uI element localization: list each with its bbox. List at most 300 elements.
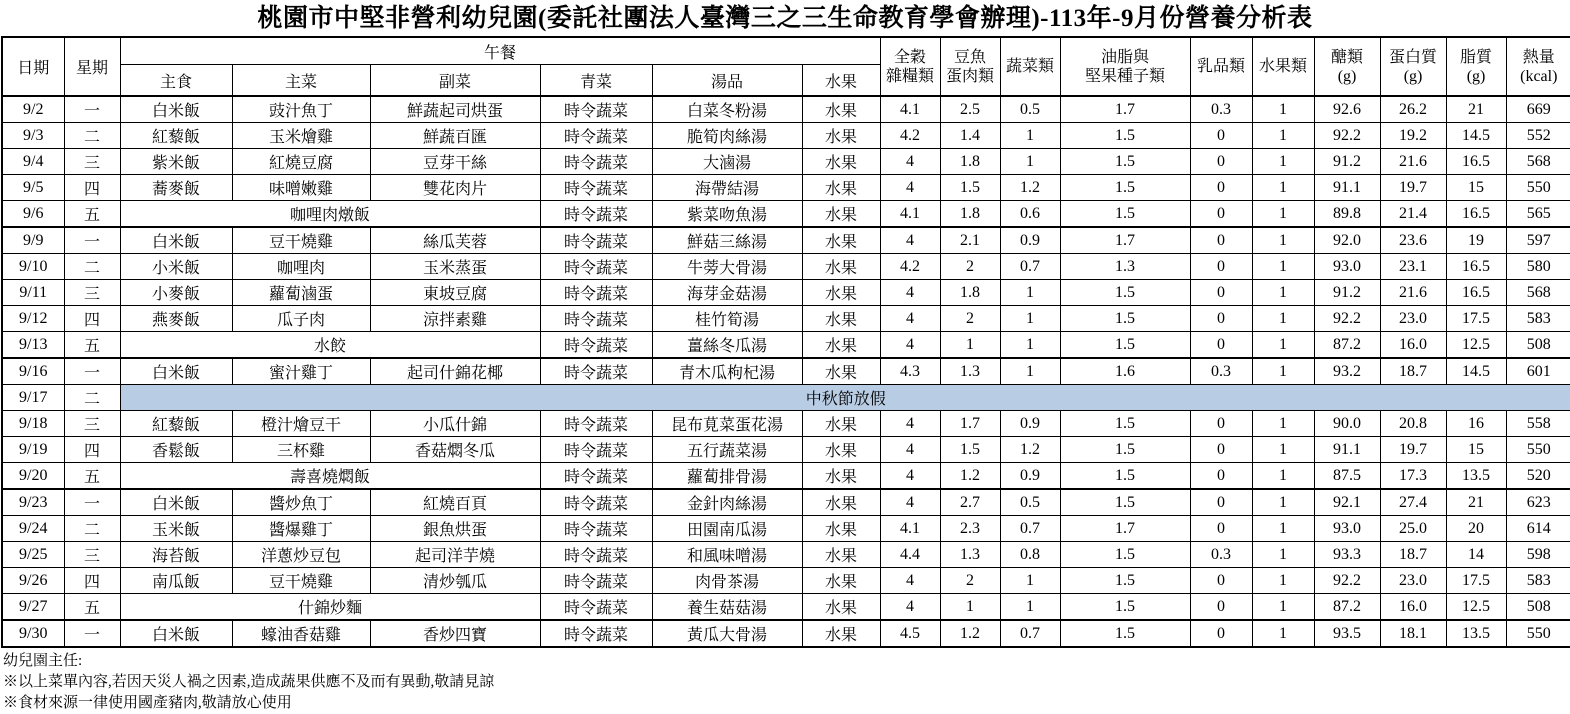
staple-cell: 白米飯 [120, 358, 232, 385]
weekday-cell: 二 [64, 385, 120, 411]
fruit-cell: 水果 [802, 280, 880, 306]
value-cell: 0 [1190, 437, 1252, 463]
value-cell: 14.5 [1446, 358, 1506, 385]
table-body [2, 96, 1570, 647]
value-cell: 1 [1252, 594, 1314, 621]
header-carbs-g: 醣類 (g) [1314, 37, 1380, 96]
value-cell: 0.3 [1190, 96, 1252, 123]
value-cell: 1 [1000, 594, 1060, 621]
value-cell: 1 [1000, 306, 1060, 332]
table-row [2, 568, 1570, 594]
weekday-cell: 二 [64, 254, 120, 280]
table-row [2, 280, 1570, 306]
soup-cell: 昆布莧菜蛋花湯 [652, 411, 802, 437]
value-cell: 16 [1446, 411, 1506, 437]
table-row [2, 332, 1570, 359]
value-cell: 87.2 [1314, 332, 1380, 359]
main-dish-cell: 蘿蔔滷蛋 [232, 280, 370, 306]
value-cell: 89.8 [1314, 201, 1380, 228]
value-cell: 1 [1252, 463, 1314, 490]
soup-cell: 牛蒡大骨湯 [652, 254, 802, 280]
header-dairy: 乳品類 [1190, 37, 1252, 96]
greens-cell: 時令蔬菜 [540, 306, 652, 332]
value-cell: 16.5 [1446, 201, 1506, 228]
main-dish-cell: 豉汁魚丁 [232, 96, 370, 123]
greens-cell: 時令蔬菜 [540, 620, 652, 647]
value-cell: 1.2 [1000, 175, 1060, 201]
value-cell: 19 [1446, 227, 1506, 254]
header-side-dish: 副菜 [370, 65, 540, 97]
value-cell: 550 [1506, 620, 1570, 647]
date-cell: 9/23 [2, 489, 64, 516]
side-dish-cell: 起司洋芋燒 [370, 542, 540, 568]
date-cell: 9/30 [2, 620, 64, 647]
soup-cell: 薑絲冬瓜湯 [652, 332, 802, 359]
value-cell: 1 [1000, 149, 1060, 175]
value-cell: 4.1 [880, 516, 940, 542]
value-cell: 0 [1190, 227, 1252, 254]
value-cell: 2 [940, 306, 1000, 332]
soup-cell: 肉骨茶湯 [652, 568, 802, 594]
value-cell: 1 [1252, 542, 1314, 568]
value-cell: 1.2 [940, 620, 1000, 647]
value-cell: 558 [1506, 411, 1570, 437]
fruit-cell: 水果 [802, 332, 880, 359]
value-cell: 1.7 [1060, 96, 1190, 123]
value-cell: 1.5 [1060, 620, 1190, 647]
value-cell: 4 [880, 463, 940, 490]
fruit-cell: 水果 [802, 201, 880, 228]
value-cell: 623 [1506, 489, 1570, 516]
value-cell: 1.7 [940, 411, 1000, 437]
fruit-cell: 水果 [802, 516, 880, 542]
value-cell: 0.8 [1000, 542, 1060, 568]
value-cell: 1.7 [1060, 516, 1190, 542]
value-cell: 1.8 [940, 280, 1000, 306]
value-cell: 1 [1252, 254, 1314, 280]
value-cell: 93.5 [1314, 620, 1380, 647]
value-cell: 1.8 [940, 149, 1000, 175]
value-cell: 1 [1252, 96, 1314, 123]
value-cell: 1.7 [1060, 227, 1190, 254]
side-dish-cell: 銀魚烘蛋 [370, 516, 540, 542]
value-cell: 93.0 [1314, 516, 1380, 542]
value-cell: 4.4 [880, 542, 940, 568]
value-cell: 598 [1506, 542, 1570, 568]
value-cell: 4.5 [880, 620, 940, 647]
footer-note-1: ※以上菜單內容,若因天災人禍之因素,造成蔬果供應不及而有異動,敬請見諒 [3, 674, 495, 690]
table-row [2, 594, 1570, 621]
date-cell: 9/26 [2, 568, 64, 594]
value-cell: 1 [1252, 306, 1314, 332]
holiday-cell: 中秋節放假 [120, 385, 1570, 411]
side-dish-cell: 豆芽干絲 [370, 149, 540, 175]
value-cell: 1 [1252, 516, 1314, 542]
value-cell: 4 [880, 175, 940, 201]
value-cell: 90.0 [1314, 411, 1380, 437]
date-cell: 9/25 [2, 542, 64, 568]
value-cell: 21.6 [1380, 149, 1446, 175]
value-cell: 1 [1252, 332, 1314, 359]
value-cell: 1.3 [940, 542, 1000, 568]
value-cell: 21 [1446, 96, 1506, 123]
greens-cell: 時令蔬菜 [540, 254, 652, 280]
value-cell: 21 [1446, 489, 1506, 516]
main-dish-cell: 玉米燴雞 [232, 123, 370, 149]
fruit-cell: 水果 [802, 542, 880, 568]
value-cell: 93.2 [1314, 358, 1380, 385]
soup-cell: 海帶結湯 [652, 175, 802, 201]
nutrition-table [1, 36, 1570, 648]
table-row [2, 96, 1570, 123]
greens-cell: 時令蔬菜 [540, 123, 652, 149]
fruit-cell: 水果 [802, 175, 880, 201]
value-cell: 4.1 [880, 96, 940, 123]
main-dish-cell: 味噌嫩雞 [232, 175, 370, 201]
header-protein-foods: 豆魚 蛋肉類 [940, 37, 1000, 96]
fruit-cell: 水果 [802, 227, 880, 254]
value-cell: 92.0 [1314, 227, 1380, 254]
table-row [2, 385, 1570, 411]
weekday-cell: 四 [64, 306, 120, 332]
fruit-cell: 水果 [802, 149, 880, 175]
table-row [2, 149, 1570, 175]
value-cell: 550 [1506, 175, 1570, 201]
value-cell: 23.0 [1380, 306, 1446, 332]
table-row [2, 358, 1570, 385]
header-soup: 湯品 [652, 65, 802, 97]
header-calories: 熱量 (kcal) [1506, 37, 1570, 96]
value-cell: 12.5 [1446, 594, 1506, 621]
value-cell: 0 [1190, 175, 1252, 201]
greens-cell: 時令蔬菜 [540, 358, 652, 385]
value-cell: 2.3 [940, 516, 1000, 542]
merged-dish-cell: 水餃 [120, 332, 540, 359]
main-dish-cell: 咖哩肉 [232, 254, 370, 280]
soup-cell: 鮮菇三絲湯 [652, 227, 802, 254]
staple-cell: 玉米飯 [120, 516, 232, 542]
value-cell: 614 [1506, 516, 1570, 542]
value-cell: 4.3 [880, 358, 940, 385]
value-cell: 601 [1506, 358, 1570, 385]
value-cell: 0 [1190, 332, 1252, 359]
greens-cell: 時令蔬菜 [540, 568, 652, 594]
fruit-cell: 水果 [802, 96, 880, 123]
weekday-cell: 三 [64, 411, 120, 437]
table-row [2, 516, 1570, 542]
value-cell: 19.7 [1380, 437, 1446, 463]
value-cell: 1 [1000, 358, 1060, 385]
value-cell: 23.6 [1380, 227, 1446, 254]
value-cell: 4 [880, 411, 940, 437]
header-greens: 青菜 [540, 65, 652, 97]
value-cell: 0 [1190, 594, 1252, 621]
value-cell: 1 [1252, 358, 1314, 385]
value-cell: 0.9 [1000, 463, 1060, 490]
value-cell: 16.5 [1446, 149, 1506, 175]
staple-cell: 香鬆飯 [120, 437, 232, 463]
value-cell: 565 [1506, 201, 1570, 228]
soup-cell: 大滷湯 [652, 149, 802, 175]
side-dish-cell: 小瓜什錦 [370, 411, 540, 437]
value-cell: 4.2 [880, 254, 940, 280]
greens-cell: 時令蔬菜 [540, 437, 652, 463]
staple-cell: 燕麥飯 [120, 306, 232, 332]
value-cell: 1 [1252, 437, 1314, 463]
value-cell: 1.5 [1060, 332, 1190, 359]
date-cell: 9/3 [2, 123, 64, 149]
value-cell: 20.8 [1380, 411, 1446, 437]
value-cell: 1.5 [1060, 594, 1190, 621]
value-cell: 1.5 [1060, 411, 1190, 437]
fruit-cell: 水果 [802, 306, 880, 332]
value-cell: 1.5 [1060, 280, 1190, 306]
main-dish-cell: 豆干燒雞 [232, 568, 370, 594]
table-row [2, 411, 1570, 437]
value-cell: 0.9 [1000, 411, 1060, 437]
value-cell: 4 [880, 149, 940, 175]
date-cell: 9/16 [2, 358, 64, 385]
value-cell: 1 [940, 594, 1000, 621]
merged-dish-cell: 什錦炒麵 [120, 594, 540, 621]
value-cell: 92.1 [1314, 489, 1380, 516]
weekday-cell: 一 [64, 227, 120, 254]
table-row [2, 254, 1570, 280]
date-cell: 9/10 [2, 254, 64, 280]
soup-cell: 脆筍肉絲湯 [652, 123, 802, 149]
value-cell: 0 [1190, 463, 1252, 490]
value-cell: 14.5 [1446, 123, 1506, 149]
value-cell: 13.5 [1446, 620, 1506, 647]
value-cell: 87.5 [1314, 463, 1380, 490]
value-cell: 17.5 [1446, 568, 1506, 594]
value-cell: 1.5 [1060, 542, 1190, 568]
fruit-cell: 水果 [802, 411, 880, 437]
table-row [2, 542, 1570, 568]
value-cell: 4.2 [880, 123, 940, 149]
soup-cell: 桂竹筍湯 [652, 306, 802, 332]
staple-cell: 紫米飯 [120, 149, 232, 175]
header-grains: 全穀 雜糧類 [880, 37, 940, 96]
main-dish-cell: 醬爆雞丁 [232, 516, 370, 542]
soup-cell: 金針肉絲湯 [652, 489, 802, 516]
value-cell: 1.5 [1060, 201, 1190, 228]
staple-cell: 蕎麥飯 [120, 175, 232, 201]
weekday-cell: 四 [64, 175, 120, 201]
value-cell: 1.6 [1060, 358, 1190, 385]
value-cell: 508 [1506, 594, 1570, 621]
value-cell: 0 [1190, 516, 1252, 542]
value-cell: 0.5 [1000, 489, 1060, 516]
value-cell: 92.2 [1314, 568, 1380, 594]
value-cell: 669 [1506, 96, 1570, 123]
value-cell: 1 [1252, 411, 1314, 437]
side-dish-cell: 香菇燜冬瓜 [370, 437, 540, 463]
date-cell: 9/2 [2, 96, 64, 123]
staple-cell: 小米飯 [120, 254, 232, 280]
date-cell: 9/5 [2, 175, 64, 201]
value-cell: 0.6 [1000, 201, 1060, 228]
value-cell: 0.3 [1190, 542, 1252, 568]
value-cell: 23.0 [1380, 568, 1446, 594]
value-cell: 4 [880, 568, 940, 594]
value-cell: 4 [880, 306, 940, 332]
table-row [2, 306, 1570, 332]
value-cell: 2 [940, 254, 1000, 280]
weekday-cell: 一 [64, 620, 120, 647]
value-cell: 1.5 [1060, 489, 1190, 516]
value-cell: 2.7 [940, 489, 1000, 516]
staple-cell: 白米飯 [120, 227, 232, 254]
weekday-cell: 四 [64, 568, 120, 594]
date-cell: 9/24 [2, 516, 64, 542]
value-cell: 1.5 [1060, 463, 1190, 490]
greens-cell: 時令蔬菜 [540, 96, 652, 123]
value-cell: 1 [1000, 568, 1060, 594]
value-cell: 16.5 [1446, 280, 1506, 306]
side-dish-cell: 起司什錦花椰 [370, 358, 540, 385]
date-cell: 9/18 [2, 411, 64, 437]
value-cell: 1.5 [1060, 306, 1190, 332]
value-cell: 17.5 [1446, 306, 1506, 332]
weekday-cell: 五 [64, 201, 120, 228]
value-cell: 1.2 [1000, 437, 1060, 463]
weekday-cell: 一 [64, 358, 120, 385]
value-cell: 1 [1000, 280, 1060, 306]
merged-dish-cell: 壽喜燒燜飯 [120, 463, 540, 490]
greens-cell: 時令蔬菜 [540, 227, 652, 254]
value-cell: 18.1 [1380, 620, 1446, 647]
date-cell: 9/11 [2, 280, 64, 306]
value-cell: 1 [1252, 227, 1314, 254]
value-cell: 1 [1252, 149, 1314, 175]
value-cell: 4.1 [880, 201, 940, 228]
header-date: 日期 [2, 37, 64, 96]
side-dish-cell: 紅燒百頁 [370, 489, 540, 516]
side-dish-cell: 絲瓜芙蓉 [370, 227, 540, 254]
value-cell: 568 [1506, 280, 1570, 306]
value-cell: 1 [1252, 489, 1314, 516]
value-cell: 583 [1506, 568, 1570, 594]
header-fruits: 水果類 [1252, 37, 1314, 96]
staple-cell: 南瓜飯 [120, 568, 232, 594]
greens-cell: 時令蔬菜 [540, 201, 652, 228]
value-cell: 2 [940, 568, 1000, 594]
value-cell: 4 [880, 332, 940, 359]
main-dish-cell: 紅燒豆腐 [232, 149, 370, 175]
main-dish-cell: 蜜汁雞丁 [232, 358, 370, 385]
weekday-cell: 一 [64, 96, 120, 123]
value-cell: 568 [1506, 149, 1570, 175]
value-cell: 0 [1190, 568, 1252, 594]
fruit-cell: 水果 [802, 489, 880, 516]
side-dish-cell: 鮮蔬百匯 [370, 123, 540, 149]
main-dish-cell: 三杯雞 [232, 437, 370, 463]
greens-cell: 時令蔬菜 [540, 175, 652, 201]
footer-notes [0, 648, 1570, 714]
value-cell: 20 [1446, 516, 1506, 542]
value-cell: 0.7 [1000, 516, 1060, 542]
greens-cell: 時令蔬菜 [540, 149, 652, 175]
fruit-cell: 水果 [802, 437, 880, 463]
weekday-cell: 二 [64, 516, 120, 542]
table-row [2, 463, 1570, 490]
value-cell: 16.0 [1380, 332, 1446, 359]
value-cell: 4 [880, 280, 940, 306]
staple-cell: 白米飯 [120, 96, 232, 123]
greens-cell: 時令蔬菜 [540, 280, 652, 306]
soup-cell: 蘿蔔排骨湯 [652, 463, 802, 490]
soup-cell: 白菜冬粉湯 [652, 96, 802, 123]
value-cell: 1.3 [940, 358, 1000, 385]
value-cell: 0 [1190, 489, 1252, 516]
value-cell: 1.2 [940, 463, 1000, 490]
header-staple: 主食 [120, 65, 232, 97]
value-cell: 91.2 [1314, 149, 1380, 175]
table-row [2, 620, 1570, 647]
value-cell: 0 [1190, 123, 1252, 149]
value-cell: 0.9 [1000, 227, 1060, 254]
side-dish-cell: 清炒瓠瓜 [370, 568, 540, 594]
value-cell: 16.0 [1380, 594, 1446, 621]
value-cell: 597 [1506, 227, 1570, 254]
value-cell: 1.5 [1060, 437, 1190, 463]
value-cell: 13.5 [1446, 463, 1506, 490]
greens-cell: 時令蔬菜 [540, 411, 652, 437]
staple-cell: 紅藜飯 [120, 123, 232, 149]
value-cell: 1 [1252, 123, 1314, 149]
value-cell: 1.5 [940, 175, 1000, 201]
header-main-dish: 主菜 [232, 65, 370, 97]
staple-cell: 白米飯 [120, 620, 232, 647]
greens-cell: 時令蔬菜 [540, 516, 652, 542]
fruit-cell: 水果 [802, 123, 880, 149]
value-cell: 4 [880, 227, 940, 254]
value-cell: 27.4 [1380, 489, 1446, 516]
value-cell: 1 [1252, 201, 1314, 228]
value-cell: 1 [1000, 123, 1060, 149]
value-cell: 1.5 [1060, 175, 1190, 201]
table-row [2, 227, 1570, 254]
date-cell: 9/20 [2, 463, 64, 490]
value-cell: 2.5 [940, 96, 1000, 123]
weekday-cell: 三 [64, 280, 120, 306]
staple-cell: 小麥飯 [120, 280, 232, 306]
fruit-cell: 水果 [802, 254, 880, 280]
value-cell: 1 [1252, 568, 1314, 594]
value-cell: 26.2 [1380, 96, 1446, 123]
header-weekday: 星期 [64, 37, 120, 96]
date-cell: 9/17 [2, 385, 64, 411]
value-cell: 0 [1190, 254, 1252, 280]
footer-note-2: ※食材來源一律使用國產豬肉,敬請放心使用 [3, 695, 292, 711]
date-cell: 9/12 [2, 306, 64, 332]
table-row [2, 175, 1570, 201]
greens-cell: 時令蔬菜 [540, 463, 652, 490]
value-cell: 0.3 [1190, 358, 1252, 385]
value-cell: 0 [1190, 306, 1252, 332]
value-cell: 1 [1252, 280, 1314, 306]
soup-cell: 和風味噌湯 [652, 542, 802, 568]
fruit-cell: 水果 [802, 463, 880, 490]
weekday-cell: 二 [64, 123, 120, 149]
value-cell: 4 [880, 489, 940, 516]
value-cell: 92.2 [1314, 306, 1380, 332]
value-cell: 21.4 [1380, 201, 1446, 228]
weekday-cell: 五 [64, 594, 120, 621]
value-cell: 12.5 [1446, 332, 1506, 359]
soup-cell: 五行蔬菜湯 [652, 437, 802, 463]
